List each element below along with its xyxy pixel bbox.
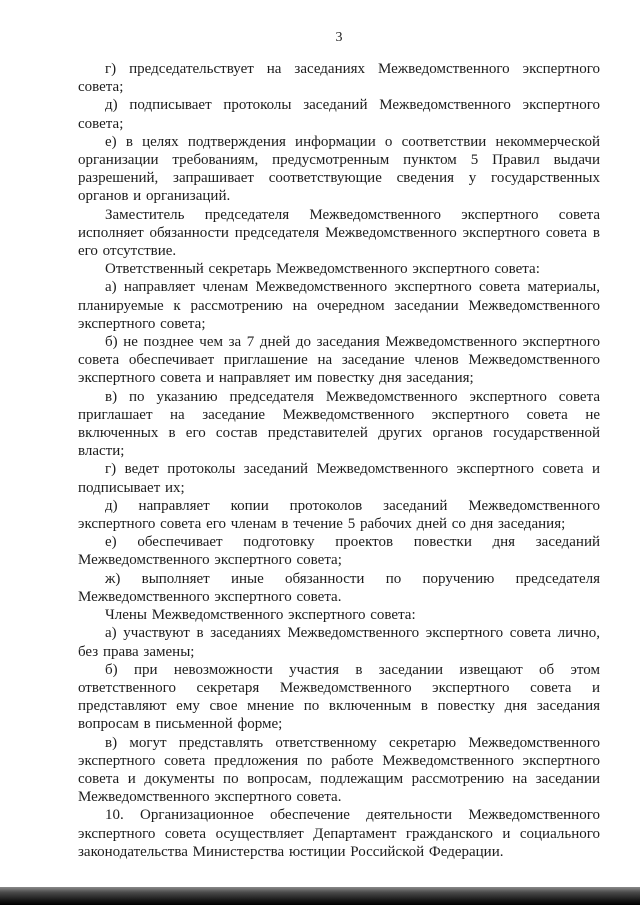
paragraph: е) в целях подтверждения информации о соответствии некоммерческой организации требованиям, предусмотренным пунктом 5 Правил выдачи разрешений, запрашивает соответствующие сведения у государственных органов и организаций. [78,133,600,205]
paragraph: Заместитель председателя Межведомственного экспертного совета исполняет обязанности председателя Межведомственного экспертного совета в его отсутствие. [78,206,600,260]
paragraph: в) по указанию председателя Межведомственного экспертного совета приглашает на заседание Межведомственного экспертного совета не включенных в его состав представителей других органов государственной власти; [78,388,600,460]
paragraph: а) участвуют в заседаниях Межведомственного экспертного совета лично, без права замены; [78,625,600,660]
page-number: 3 [335,30,343,45]
paragraph: 10. Организационное обеспечение деятельности Межведомственного экспертного совета осуществляет Департамент гражданского и социального законодательства Министерства юстиции Российской Федерации. [78,807,600,860]
paragraph: в) могут представлять ответственному секретарю Межведомственного экспертного совета предложения по работе Межведомственного экспертного совета и документы по вопросам, подлежащим рассмотрению на заседании Межведомственного экспертного совета. [78,734,600,806]
paragraph: д) направляет копии протоколов заседаний Межведомственного экспертного совета его членам в течение 5 рабочих дней со дня заседания; [78,497,600,533]
paragraph: Члены Межведомственного экспертного совета: [105,607,416,624]
paragraph: а) направляет членам Межведомственного экспертного совета материалы, планируемые к рассмотрению на очередном заседании Межведомственного экспертного совета; [78,279,600,332]
paragraph: б) не позднее чем за 7 дней до заседания Межведомственного экспертного совета обеспечивает приглашение на заседание членов Межведомственного экспертного совета и направляет им повестку дня заседания; [78,334,600,387]
scan-artifact-bar [0,887,640,905]
paragraph: Ответственный секретарь Межведомственного экспертного совета: [105,261,540,278]
paragraph: г) ведет протоколы заседаний Межведомственного экспертного совета и подписывает их; [78,461,600,496]
paragraph: д) подписывает протоколы заседаний Межведомственного экспертного совета; [78,97,600,132]
paragraph: ж) выполняет иные обязанности по поручению председателя Межведомственного экспертного совета. [78,570,600,605]
document-body [78,60,600,861]
paragraph: г) председательствует на заседаниях Межведомственного экспертного совета; [78,61,600,96]
paragraph: б) при невозможности участия в заседании извещают об этом ответственного секретаря Межведомственного экспертного совета и представляют ему свое мнение по включенным в повестку дня заседания вопросам в письменной форме; [78,661,600,733]
paragraph: е) обеспечивает подготовку проектов повестки дня заседаний Межведомственного экспертного совета; [78,534,600,569]
